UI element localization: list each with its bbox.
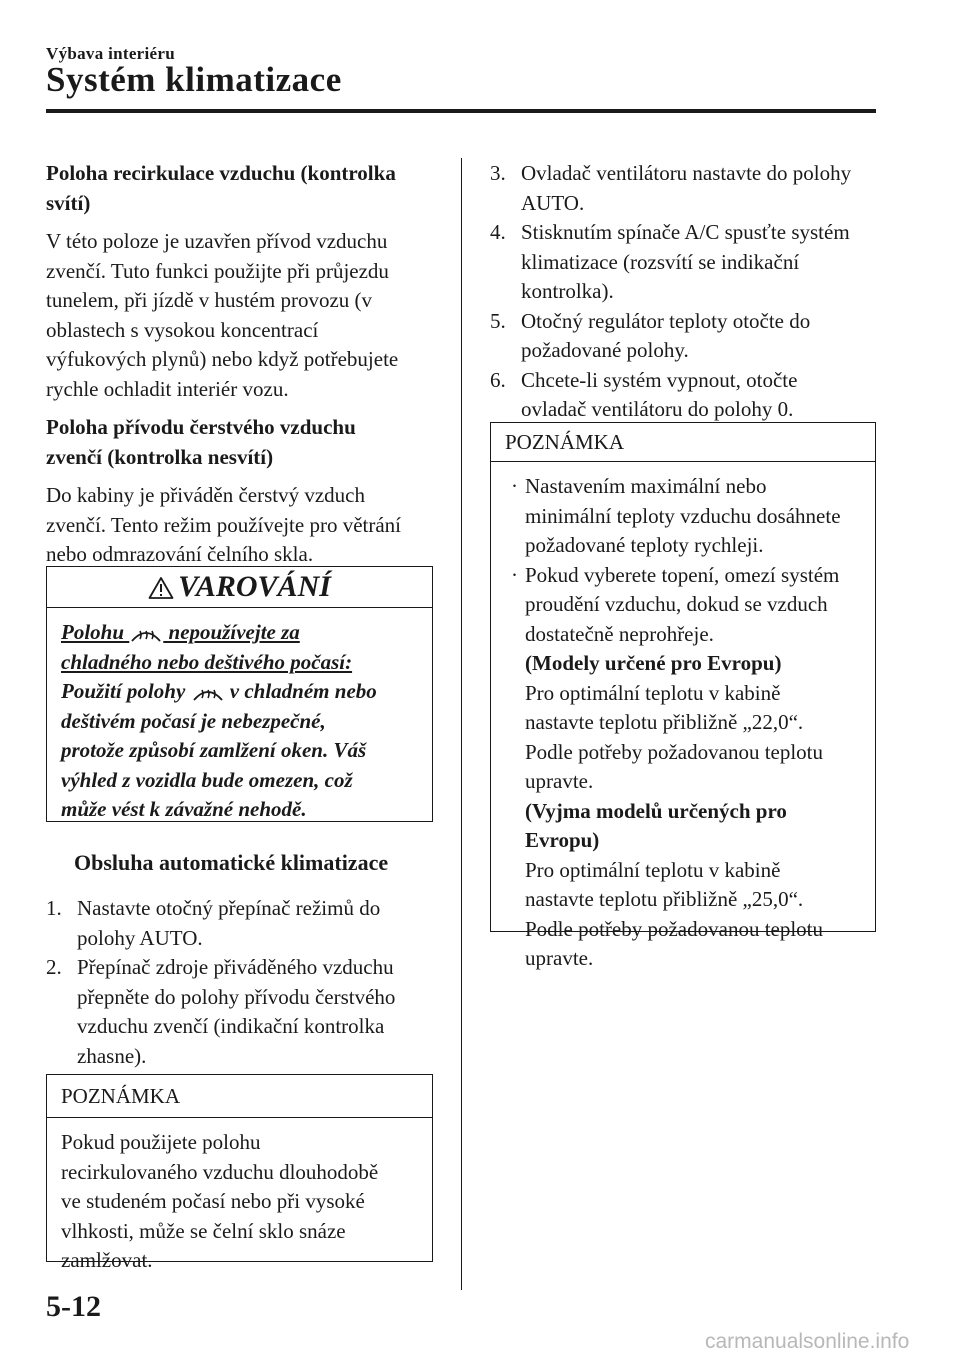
note-line: upravte.: [525, 946, 594, 970]
note-bullet: [505, 472, 861, 561]
recirc-heading-line-2: svítí): [46, 190, 91, 215]
note-box-right: [490, 422, 876, 970]
step-number: 6.: [490, 367, 506, 392]
step-line: přepněte do polohy přívodu čerstvého: [77, 984, 396, 1009]
step-line: Nastavte otočný přepínač režimů do: [77, 896, 381, 920]
paragraph-line: rychle ochladit interiér vozu.: [46, 376, 289, 401]
warning-text-span: Polohu: [61, 620, 125, 644]
step-line: AUTO.: [521, 190, 585, 215]
step-line: Chcete-li systém vypnout, otočte: [521, 367, 798, 392]
note-text: [47, 1118, 432, 1276]
step-line: Otočný regulátor teploty otočte do: [521, 308, 811, 333]
note-line: upravte.: [525, 769, 594, 793]
step-line: Přepínač zdroje přiváděného vzduchu: [77, 955, 394, 979]
steps-left: [46, 894, 441, 1071]
warning-line-7: může vést k závažné nehodě.: [61, 797, 307, 821]
step-item: [46, 953, 441, 1071]
non-europe-heading-line-2: Evropu): [525, 828, 600, 852]
step-item: [490, 307, 885, 366]
note-text: [491, 462, 875, 974]
warning-line-2: chladného nebo deštivého počasí:: [61, 649, 353, 674]
paragraph-line: V této poloze je uzavřen přívod vzduchu: [46, 229, 388, 253]
non-europe-heading-line-1: (Vyjma modelů určených pro: [525, 798, 787, 823]
steps-right: [490, 159, 885, 425]
note-line: požadované teploty rychleji.: [525, 533, 764, 557]
step-number: 3.: [490, 161, 506, 185]
step-line: Stisknutím spínače A/C spusťte systém: [521, 220, 850, 244]
step-item: [490, 218, 885, 307]
note-line: nastavte teplotu přibližně „25,0“.: [525, 887, 804, 911]
section-label: Výbava interiéru: [46, 44, 175, 63]
warning-triangle-icon: [148, 576, 174, 600]
bullet-dot: ·: [511, 562, 518, 587]
paragraph-line: Do kabiny je přiváděn čerstvý vzduch: [46, 483, 365, 507]
warning-line-5: protože způsobí zamlžení oken. Váš: [61, 738, 367, 762]
warning-text: [47, 608, 432, 825]
title-rule: [46, 109, 876, 113]
note-line: vlhkosti, může se čelní sklo snáze: [61, 1218, 346, 1243]
warning-line-3: [61, 679, 377, 703]
step-line: požadované polohy.: [521, 338, 689, 362]
step-number: 4.: [490, 220, 506, 244]
warning-text-span: v chladném nebo: [229, 679, 377, 703]
warning-line-1: [61, 620, 300, 644]
note-line: proudění vzduchu, dokud se vzduch: [525, 592, 828, 616]
note-line: Podle potřeby požadovanou teplotu: [525, 916, 824, 941]
windshield-defrost-icon: [129, 624, 163, 644]
recirc-heading: [46, 159, 436, 218]
windshield-defrost-icon: [191, 683, 225, 703]
warning-text-span: Použití polohy: [61, 679, 186, 703]
warning-line-6: výhled z vozidla bude omezen, což: [61, 767, 353, 792]
step-item: [46, 894, 441, 953]
step-line: vzduchu zvenčí (indikační kontrolka: [77, 1014, 385, 1038]
paragraph-line: tunelem, při jízdě v hustém provozu (v: [46, 288, 373, 312]
subsection-title: Obsluha automatické klimatizace: [74, 850, 389, 875]
recirc-heading-line-1: Poloha recirkulace vzduchu (kontrolka: [46, 161, 396, 185]
step-number: 5.: [490, 308, 506, 333]
fresh-heading-line-2: zvenčí (kontrolka nesvítí): [46, 444, 274, 469]
paragraph-line: zvenčí. Tuto funkci použijte při průjezdu: [46, 258, 389, 283]
bullet-dot: ·: [511, 474, 518, 498]
step-line: zhasne).: [77, 1043, 147, 1068]
note-line: Pro optimální teplotu v kabině: [525, 680, 781, 705]
step-line: ovladač ventilátoru do polohy 0.: [521, 397, 794, 421]
paragraph-line: výfukových plynů) nebo když potřebujete: [46, 347, 399, 371]
note-box-left: [46, 1074, 433, 1272]
paragraph-line: oblastech s vysokou koncentrací: [46, 317, 319, 342]
recirc-paragraph: [46, 227, 436, 404]
watermark: carmanualsonline.info: [705, 1330, 910, 1353]
note-line: Pokud vyberete topení, omezí systém: [525, 562, 840, 587]
warning-line-4: deštivém počasí je nebezpečné,: [61, 708, 326, 733]
note-line: recirkulovaného vzduchu dlouhodobě: [61, 1159, 379, 1184]
step-line: kontrolka).: [521, 279, 614, 303]
warning-box: [46, 566, 433, 822]
note-line: Pokud použijete polohu: [61, 1130, 261, 1154]
step-number: 1.: [46, 896, 62, 920]
fresh-heading-line-1: Poloha přívodu čerstvého vzduchu: [46, 415, 356, 439]
warning-header: [47, 567, 432, 608]
note-line: Pro optimální teplotu v kabině: [525, 857, 781, 882]
step-item: [490, 159, 885, 218]
step-line: Ovladač ventilátoru nastavte do polohy: [521, 161, 852, 185]
note-line: ve studeném počasí nebo při vysoké: [61, 1189, 365, 1213]
fresh-air-paragraph: [46, 481, 436, 570]
note-line: Nastavením maximální nebo: [525, 474, 767, 498]
step-line: klimatizace (rozsvítí se indikační: [521, 249, 800, 274]
step-line: polohy AUTO.: [77, 925, 203, 950]
column-divider: [461, 158, 462, 1290]
step-item: [490, 366, 885, 425]
note-title: POZNÁMKA: [491, 423, 875, 462]
warning-text-span: nepoužívejte za: [168, 620, 300, 644]
warning-title: VAROVÁNÍ: [178, 570, 331, 603]
step-number: 2.: [46, 955, 62, 979]
note-line: zamlžovat.: [61, 1248, 153, 1272]
note-line: minimální teploty vzduchu dosáhnete: [525, 503, 841, 528]
note-bullet: [505, 561, 861, 974]
europe-heading: (Modely určené pro Evropu): [525, 651, 782, 675]
page-title: Systém klimatizace: [46, 60, 342, 99]
paragraph-line: zvenčí. Tento režim používejte pro větrání: [46, 512, 402, 537]
note-line: Podle potřeby požadovanou teplotu: [525, 739, 824, 764]
note-line: dostatečně neprohřeje.: [525, 621, 714, 646]
paragraph-line: nebo odmrazování čelního skla.: [46, 542, 314, 566]
note-title: POZNÁMKA: [47, 1075, 432, 1118]
page-number: 5-12: [46, 1290, 101, 1323]
fresh-air-heading: [46, 413, 436, 472]
note-line: nastavte teplotu přibližně „22,0“.: [525, 710, 804, 734]
left-column-text: [46, 159, 436, 570]
